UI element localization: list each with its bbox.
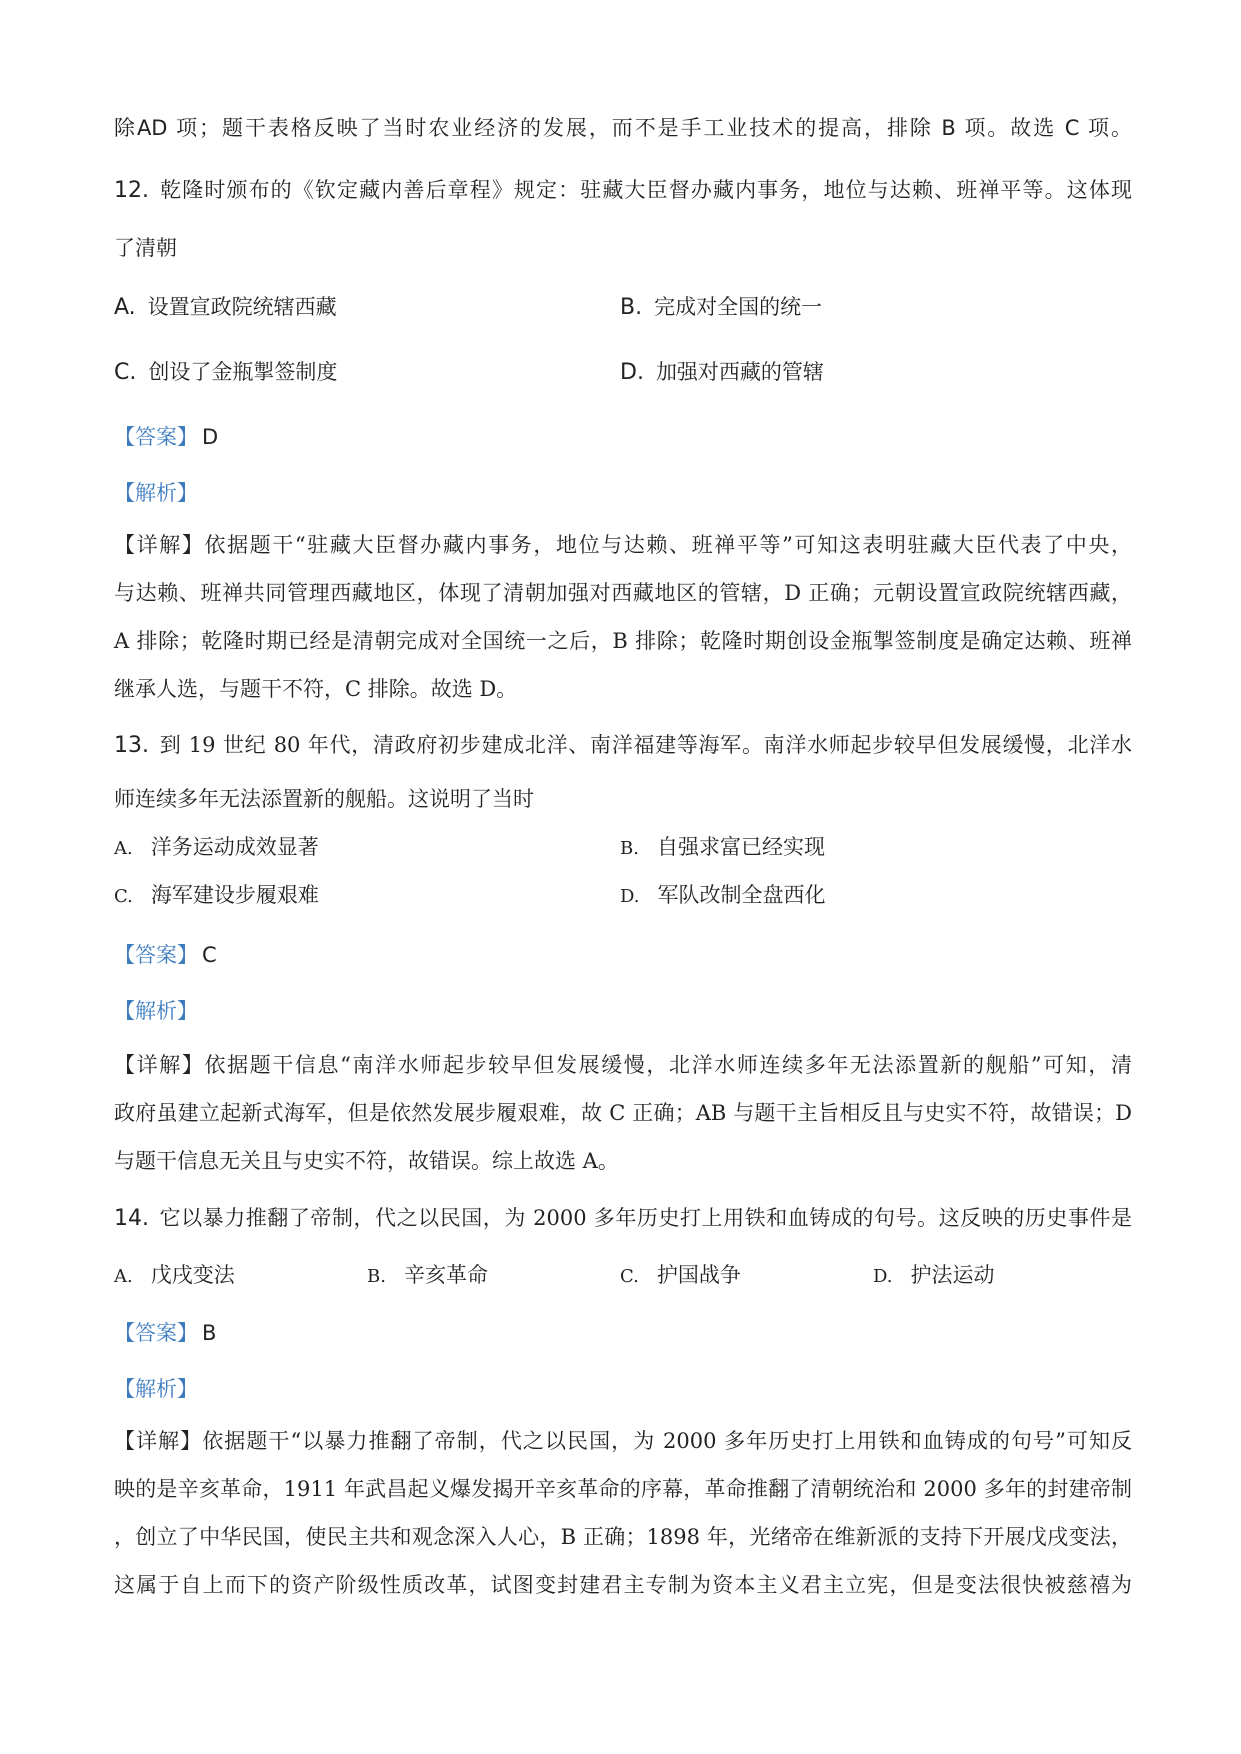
question-number: 14.: [114, 1206, 149, 1231]
answer-value: D: [202, 425, 219, 449]
option-text: 洋务运动成效显著: [150, 835, 319, 859]
detail-label: 【详解】: [114, 1053, 205, 1077]
question-13-stem-cont: 师连续多年无法添置新的舰船。这说明了当时: [114, 787, 534, 811]
option-a: [114, 832, 319, 864]
option-text: 设置宣政院统辖西藏: [147, 295, 337, 319]
answer-label: 【答案】: [114, 943, 198, 967]
analysis-label: [114, 478, 198, 508]
stem-text: 到 19 世纪 80 年代，清政府初步建成北洋、南洋福建等海军。南洋水师起步较早但发展缓慢，北洋水: [159, 733, 1132, 757]
option-letter: D.: [873, 1266, 893, 1287]
detail-line: ，创立了中华民国，使民主共和观念深入人心，B 正确；1898 年，光绪帝在维新派的支持下开展戊戌变法，: [114, 1525, 1132, 1549]
question-12-stem-cont: 了清朝: [114, 236, 177, 260]
detail-text: 依据题干“驻藏大臣督办藏内事务，地位与达赖、班禅平等”可知这表明驻藏大臣代表了中央，: [204, 533, 1133, 557]
option-text: 加强对西藏的管辖: [655, 360, 824, 384]
text-fragment: 项。: [1079, 116, 1132, 140]
detail-line: [114, 1426, 1132, 1456]
detail-text: 依据题干信息“南洋水师起步较早但发展缓慢，北洋水师连续多年无法添置新的舰船”可知，清: [204, 1053, 1133, 1077]
question-12-stem: [114, 175, 1132, 206]
analysis-tag: 【解析】: [114, 999, 198, 1023]
text-fragment: 项；题干表格反映了当时农业经济的发展，而不是手工业技术的提高，排除: [167, 116, 942, 140]
option-text: 戊戌变法: [150, 1263, 235, 1287]
option-d: [620, 880, 826, 912]
option-text: 海军建设步履艰难: [150, 883, 319, 907]
option-a: [114, 292, 337, 323]
option-text: 自强求富已经实现: [656, 835, 825, 859]
option-letter: C.: [114, 886, 133, 907]
detail-line: 映的是辛亥革命，1911 年武昌起义爆发揭开辛亥革命的序幕，革命推翻了清朝统治和 2000 多年的封建帝制: [114, 1477, 1132, 1501]
option-text: 军队改制全盘西化: [657, 883, 826, 907]
detail-text: 依据题干“以暴力推翻了帝制，代之以民国，为 2000 多年历史打上用铁和血铸成的句号”可知反: [202, 1429, 1133, 1453]
answer-line: [114, 940, 217, 970]
detail-line: A 排除；乾隆时期已经是清朝完成对全国统一之后，B 排除；乾隆时期创设金瓶掣签制度是确定达赖、班禅: [114, 629, 1132, 653]
detail-line: 与题干信息无关且与史实不符，故错误。综上故选 A。: [114, 1149, 619, 1173]
stem-text: 它以暴力推翻了帝制，代之以民国，为 2000 多年历史打上用铁和血铸成的句号。这反映的历史事件是: [159, 1206, 1132, 1230]
option-c: [620, 1260, 741, 1292]
option-text: 护国战争: [656, 1263, 741, 1287]
text-fragment: C: [1064, 116, 1080, 140]
option-text: 完成对全国的统一: [654, 295, 823, 319]
option-b: [367, 1260, 488, 1292]
answer-label: 【答案】: [114, 425, 198, 449]
option-letter: D.: [620, 360, 644, 385]
option-letter: A.: [114, 1266, 133, 1287]
option-a: [114, 1260, 235, 1292]
text-fragment: AD: [136, 116, 168, 140]
text-fragment: B: [941, 116, 956, 140]
text-fragment: 除: [114, 116, 137, 140]
detail-label: 【详解】: [114, 1429, 203, 1453]
option-letter: C.: [620, 1266, 639, 1287]
option-letter: B.: [620, 838, 639, 859]
analysis-label: [114, 996, 198, 1026]
option-letter: C.: [114, 360, 137, 385]
detail-line: 这属于自上而下的资产阶级性质改革，试图变封建君主专制为资本主义君主立宪，但是变法很快被慈禧为: [114, 1573, 1132, 1597]
answer-line: [114, 1318, 216, 1348]
option-c: [114, 880, 319, 912]
option-text: 护法运动: [910, 1263, 995, 1287]
detail-line: [114, 530, 1132, 560]
option-letter: B.: [367, 1266, 386, 1287]
stem-text: 乾隆时颁布的《钦定藏内善后章程》规定：驻藏大臣督办藏内事务，地位与达赖、班禅平等。这体现: [159, 178, 1132, 202]
answer-value: B: [202, 1321, 217, 1345]
question-number: 12.: [114, 178, 149, 203]
option-letter: D.: [620, 886, 640, 907]
option-c: [114, 357, 337, 388]
analysis-tag: 【解析】: [114, 481, 198, 505]
question-number: 13.: [114, 733, 149, 758]
option-d: [873, 1260, 995, 1292]
option-letter: A.: [114, 838, 133, 859]
question-14-stem: [114, 1203, 1132, 1234]
text-fragment: 项。故选: [955, 116, 1065, 140]
detail-line: 继承人选，与题干不符，C 排除。故选 D。: [114, 677, 518, 701]
question-13-stem: [114, 730, 1132, 761]
detail-label: 【详解】: [114, 533, 205, 557]
option-d: [620, 357, 824, 388]
analysis-tag: 【解析】: [114, 1377, 198, 1401]
detail-line: [114, 1050, 1132, 1080]
answer-line: [114, 422, 218, 452]
option-letter: B.: [620, 295, 643, 320]
answer-value: C: [202, 943, 217, 967]
detail-line: 与达赖、班禅共同管理西藏地区，体现了清朝加强对西藏地区的管辖，D 正确；元朝设置宣政院统辖西藏，: [114, 581, 1132, 605]
detail-line: 政府虽建立起新式海军，但是依然发展步履艰难，故 C 正确；AB 与题干主旨相反且与史实不符，故错误；D: [114, 1101, 1132, 1125]
answer-label: 【答案】: [114, 1321, 198, 1345]
option-text: 创设了金瓶掣签制度: [148, 360, 338, 384]
option-b: [620, 832, 825, 864]
option-b: [620, 292, 822, 323]
analysis-label: [114, 1374, 198, 1404]
option-letter: A.: [114, 295, 136, 320]
option-text: 辛亥革命: [403, 1263, 488, 1287]
text-line: [114, 113, 1132, 143]
